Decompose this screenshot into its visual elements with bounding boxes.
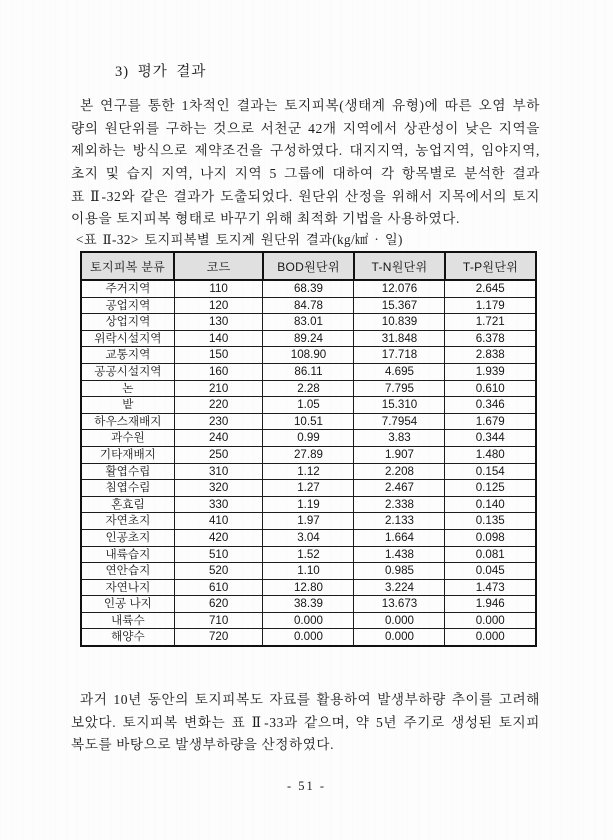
table-row xyxy=(81,513,536,530)
paragraph-intro xyxy=(71,95,540,231)
table-body xyxy=(81,280,536,646)
table-cell: 6.378 xyxy=(445,330,536,347)
table-cell: 0.045 xyxy=(445,563,536,580)
table-cell: 0.000 xyxy=(445,612,536,629)
table-cell: 10.51 xyxy=(263,413,354,430)
table-cell: 0.610 xyxy=(445,380,536,397)
section-heading: 3) 평가 결과 xyxy=(115,64,207,80)
text-line: 과거 10년 동안의 토지피복도 자료를 활용하여 발생부하량 추이를 고려해 xyxy=(80,692,540,707)
table-cell: 1.19 xyxy=(263,496,354,513)
table-cell: 3.04 xyxy=(263,529,354,546)
table-cell: 침엽수림 xyxy=(81,480,174,497)
table-cell: 310 xyxy=(174,463,263,480)
table-row xyxy=(81,480,536,497)
table-cell: 하우스재배지 xyxy=(81,413,174,430)
table-row xyxy=(81,529,536,546)
table-cell: 1.179 xyxy=(445,297,536,314)
table-cell: 연안습지 xyxy=(81,563,174,580)
table-cell: 0.135 xyxy=(445,513,536,530)
table-cell: 인공초지 xyxy=(81,529,174,546)
table-cell: 논 xyxy=(81,380,174,397)
table-cell: 120 xyxy=(174,297,263,314)
table-cell: 68.39 xyxy=(263,280,354,297)
table-cell: 240 xyxy=(174,430,263,447)
table-cell: 520 xyxy=(174,563,263,580)
table-row xyxy=(81,397,536,414)
table-cell: 250 xyxy=(174,446,263,463)
table-row xyxy=(81,612,536,629)
text-line: 본 연구를 통한 1차적인 결과는 토지피복(생태계 유형)에 따른 오염 부하 xyxy=(80,98,540,113)
table-cell: 12.076 xyxy=(354,280,445,297)
table-cell: 1.05 xyxy=(263,397,354,414)
table-cell: 13.673 xyxy=(354,596,445,613)
table-cell: 내륙습지 xyxy=(81,546,174,563)
table-cell: 15.310 xyxy=(354,397,445,414)
table-cell: 330 xyxy=(174,496,263,513)
table-cell: 공업지역 xyxy=(81,297,174,314)
table-cell: 2.28 xyxy=(263,380,354,397)
table-cell: 27.89 xyxy=(263,446,354,463)
unit-load-table-wrapper xyxy=(80,251,537,647)
table-row xyxy=(81,314,536,331)
table-cell: 510 xyxy=(174,546,263,563)
table-cell: 내륙수 xyxy=(81,612,174,629)
table-caption: <표 Ⅱ-32> 토지피복별 토지계 원단위 결과(kg/㎢ · 일) xyxy=(76,232,403,247)
table-cell: 0.154 xyxy=(445,463,536,480)
table-row xyxy=(81,330,536,347)
table-cell: 혼효림 xyxy=(81,496,174,513)
table-cell: 210 xyxy=(174,380,263,397)
table-cell: 130 xyxy=(174,314,263,331)
table-cell: 1.52 xyxy=(263,546,354,563)
table-cell: 1.12 xyxy=(263,463,354,480)
text-line: 제외하는 방식으로 제약조건을 구성하였다. 대지지역, 농업지역, 임야지역, xyxy=(71,143,540,159)
text-line: 표 Ⅱ-32와 같은 결과가 도출되었다. 원단위 산정을 위해서 지목에서의 토지 xyxy=(71,188,540,204)
table-cell: 2.838 xyxy=(445,347,536,364)
table-row xyxy=(81,413,536,430)
table-cell: 상업지역 xyxy=(81,314,174,331)
table-cell: 89.24 xyxy=(263,330,354,347)
column-header: T-N원단위 xyxy=(354,252,445,280)
table-cell: 2.645 xyxy=(445,280,536,297)
table-cell: 12.80 xyxy=(263,579,354,596)
table-row xyxy=(81,363,536,380)
table-cell: 공공시설지역 xyxy=(81,363,174,380)
table-cell: 83.01 xyxy=(263,314,354,331)
table-cell: 160 xyxy=(174,363,263,380)
table-cell: 84.78 xyxy=(263,297,354,314)
table-cell: 0.000 xyxy=(263,612,354,629)
table-cell: 108.90 xyxy=(263,347,354,364)
text-line: 초지 및 습지 지역, 나지 지역 5 그룹에 대하여 각 항목별로 분석한 결과 xyxy=(71,166,540,182)
table-cell: 710 xyxy=(174,612,263,629)
table-row xyxy=(81,446,536,463)
table-cell: 610 xyxy=(174,579,263,596)
table-cell: 140 xyxy=(174,330,263,347)
table-cell: 기타재배지 xyxy=(81,446,174,463)
table-cell: 1.907 xyxy=(354,446,445,463)
table-cell: 주거지역 xyxy=(81,280,174,297)
table-cell: 밭 xyxy=(81,397,174,414)
table-cell: 38.39 xyxy=(263,596,354,613)
table-cell: 86.11 xyxy=(263,363,354,380)
table-row xyxy=(81,596,536,613)
text-line: 보았다. 토지피복 변화는 표 Ⅱ-33과 같으며, 약 5년 주기로 생성된 토지피 xyxy=(71,714,540,730)
table-cell: 1.679 xyxy=(445,413,536,430)
table-cell: 활엽수립 xyxy=(81,463,174,480)
table-row xyxy=(81,496,536,513)
table-cell: 1.721 xyxy=(445,314,536,331)
table-row xyxy=(81,347,536,364)
table-cell: 4.695 xyxy=(354,363,445,380)
table-row xyxy=(81,463,536,480)
table-cell: 7.7954 xyxy=(354,413,445,430)
table-cell: 2.208 xyxy=(354,463,445,480)
table-cell: 0.985 xyxy=(354,563,445,580)
table-cell: 420 xyxy=(174,529,263,546)
table-cell: 7.795 xyxy=(354,380,445,397)
table-header-row xyxy=(81,252,536,280)
table-cell: 0.000 xyxy=(354,612,445,629)
table-cell: 320 xyxy=(174,480,263,497)
table-row xyxy=(81,297,536,314)
table-row xyxy=(81,380,536,397)
land-cover-unit-load-table xyxy=(80,251,537,647)
table-cell: 2.133 xyxy=(354,513,445,530)
table-cell: 인공 나지 xyxy=(81,596,174,613)
column-header: T-P원단위 xyxy=(445,252,536,280)
table-cell: 17.718 xyxy=(354,347,445,364)
table-cell: 자연초지 xyxy=(81,513,174,530)
table-cell: 자연나지 xyxy=(81,579,174,596)
table-cell: 1.939 xyxy=(445,363,536,380)
table-cell: 0.99 xyxy=(263,430,354,447)
table-cell: 위락시설지역 xyxy=(81,330,174,347)
table-row xyxy=(81,280,536,297)
table-cell: 31.848 xyxy=(354,330,445,347)
table-row xyxy=(81,546,536,563)
table-cell: 0.000 xyxy=(354,629,445,646)
column-header: 코드 xyxy=(174,252,263,280)
table-cell: 0.081 xyxy=(445,546,536,563)
table-row xyxy=(81,579,536,596)
table-cell: 110 xyxy=(174,280,263,297)
table-cell: 2.338 xyxy=(354,496,445,513)
table-cell: 220 xyxy=(174,397,263,414)
table-cell: 230 xyxy=(174,413,263,430)
table-cell: 1.473 xyxy=(445,579,536,596)
table-cell: 1.10 xyxy=(263,563,354,580)
table-cell: 0.346 xyxy=(445,397,536,414)
table-cell: 교통지역 xyxy=(81,347,174,364)
text-line: 복도를 바탕으로 발생부하량을 산정하였다. xyxy=(71,737,335,753)
column-header: BOD원단위 xyxy=(263,252,354,280)
table-cell: 720 xyxy=(174,629,263,646)
table-cell: 1.480 xyxy=(445,446,536,463)
table-cell: 1.27 xyxy=(263,480,354,497)
table-row xyxy=(81,430,536,447)
table-cell: 과수원 xyxy=(81,430,174,447)
table-cell: 1.664 xyxy=(354,529,445,546)
table-cell: 0.098 xyxy=(445,529,536,546)
table-cell: 해양수 xyxy=(111,630,145,644)
table-cell: 0.344 xyxy=(445,430,536,447)
table-cell: 3.83 xyxy=(354,430,445,447)
table-row xyxy=(81,563,536,580)
table-cell: 150 xyxy=(174,347,263,364)
text-line: 량의 원단위를 구하는 것으로 서천군 42개 지역에서 상관성이 낮은 지역을 xyxy=(71,120,540,136)
table-cell: 1.97 xyxy=(263,513,354,530)
table-cell: 3.224 xyxy=(354,579,445,596)
table-row xyxy=(81,629,536,646)
table-cell: 15.367 xyxy=(354,297,445,314)
table-cell: 410 xyxy=(174,513,263,530)
table-cell: 10.839 xyxy=(354,314,445,331)
table-cell: 1.946 xyxy=(445,596,536,613)
text-line: 이용을 토지피복 형태로 바꾸기 위해 최적화 기법을 사용하였다. xyxy=(71,211,461,227)
paragraph-outro xyxy=(71,689,540,757)
table-cell: 2.467 xyxy=(354,480,445,497)
table-cell: 0.140 xyxy=(445,496,536,513)
page-number: - 51 - xyxy=(286,779,327,793)
table-cell: 0.000 xyxy=(445,629,536,646)
table-cell: 620 xyxy=(174,596,263,613)
table-cell: 1.438 xyxy=(354,546,445,563)
table-cell: 0.125 xyxy=(445,480,536,497)
table-cell: 0.000 xyxy=(263,629,354,646)
column-header: 토지피복 분류 xyxy=(81,252,174,280)
